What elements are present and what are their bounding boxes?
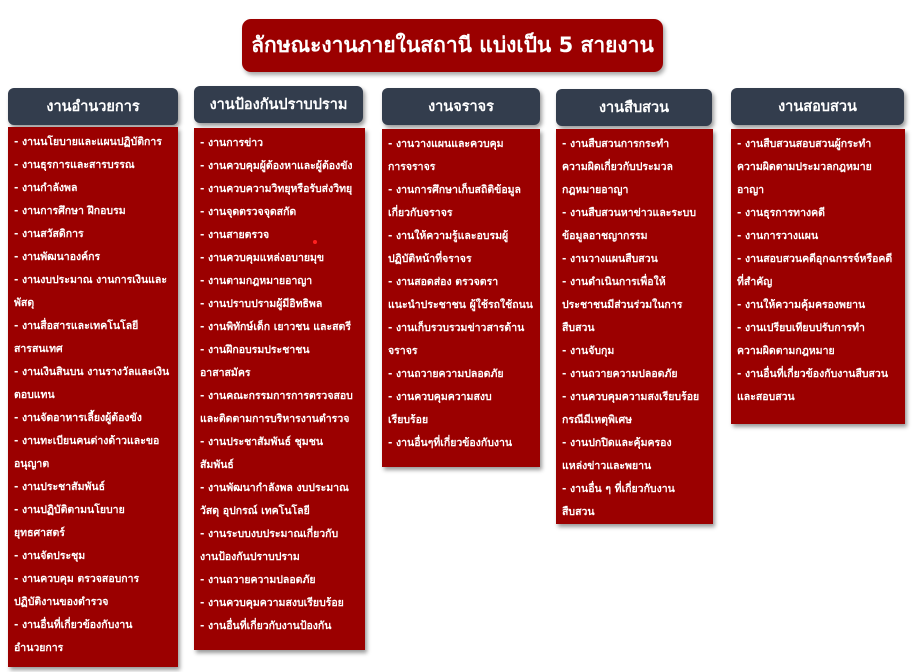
task-line: - งานปฏิบัติตามนโยบาย bbox=[14, 504, 125, 516]
task-line: - งานสืบสวนการกระทำ bbox=[562, 138, 670, 150]
task-line: - งานสวัสดิการ bbox=[14, 228, 84, 240]
task-line: - งานควบคุมแหล่งอบายมุข bbox=[200, 252, 325, 264]
task-lines bbox=[737, 133, 902, 409]
task-line: ความผิดตามกฎหมาย bbox=[737, 345, 835, 357]
task-line: - งานตามกฎหมายอาญา bbox=[200, 275, 313, 287]
task-line: - งานกำลังพล bbox=[14, 182, 78, 194]
task-line: - งานสืบสวนหาข่าวและระบบ bbox=[562, 207, 697, 219]
task-line: และติดตามการบริหารงานตำรวจ bbox=[200, 413, 350, 425]
task-line: เกี่ยวกับจราจร bbox=[388, 207, 453, 219]
task-line: และสอบสวน bbox=[737, 391, 795, 403]
task-line: - งานควบคุมความสงบ bbox=[388, 391, 492, 403]
task-line: สืบสวน bbox=[562, 506, 595, 518]
column-task-list bbox=[556, 129, 713, 524]
task-line: ความผิดตามประมวลกฎหมาย bbox=[737, 161, 872, 173]
task-line: - งานสอบสวนคดีอุกฉกรรจ์หรือคดี bbox=[737, 253, 893, 265]
task-line: - งานปราบปรามผู้มีอิทธิพล bbox=[200, 298, 323, 310]
task-line: แนะนำประชาชน ผู้ใช้รถใช้ถนน bbox=[388, 299, 533, 311]
task-line: - งานฝึกอบรมประชาชน bbox=[200, 344, 310, 356]
task-line: ตอบแทน bbox=[14, 389, 55, 401]
task-line: - งานเก็บรวบรวมข่าวสารด้าน bbox=[388, 322, 525, 334]
task-line: ประชาชนมีส่วนร่วมในการ bbox=[562, 299, 683, 311]
task-line: ปฏิบัติหน้าที่จราจร bbox=[388, 253, 472, 265]
column-heading: งานจราจร bbox=[382, 88, 540, 125]
task-line: - งานสื่อสารและเทคโนโลยี bbox=[14, 320, 139, 332]
task-line: ที่สำคัญ bbox=[737, 276, 773, 288]
task-line: การจราจร bbox=[388, 161, 436, 173]
task-line: สืบสวน bbox=[562, 322, 595, 334]
task-line: - งานวางแผนสืบสวน bbox=[562, 253, 658, 265]
task-line: - งานควบความวิทยุหรือรับส่งวิทยุ bbox=[200, 183, 353, 195]
task-line: - งานอื่นที่เกี่ยวข้องกับงานสืบสวน bbox=[737, 368, 889, 380]
task-line: - งานคณะกรรมการการตรวจสอบ bbox=[200, 390, 353, 402]
task-line: - งานพัฒนากำลังพล งบประมาณ bbox=[200, 482, 349, 494]
task-line: งานป้องกันปราบปราม bbox=[200, 551, 300, 563]
task-line: - งานควบคุม ตรวจสอบการ bbox=[14, 573, 140, 585]
task-line: - งานธุรการทางคดี bbox=[737, 207, 825, 219]
task-line: - งานการวางแผน bbox=[737, 230, 819, 242]
task-line: - งานเปรียบเทียบปรับการทำ bbox=[737, 322, 865, 334]
task-line: พัสดุ bbox=[14, 297, 35, 309]
task-lines bbox=[388, 133, 537, 455]
task-line: - งานวางแผนและควบคุม bbox=[388, 138, 504, 150]
column-task-list bbox=[194, 128, 365, 650]
task-line: - งานการศึกษาเก็บสถิติข้อมูล bbox=[388, 184, 521, 196]
task-line: - งานงบประมาณ งานการเงินและ bbox=[14, 274, 167, 286]
column-task-list bbox=[731, 129, 905, 424]
task-lines bbox=[562, 133, 710, 524]
task-line: - งานปกปิดและคุ้มครอง bbox=[562, 437, 672, 449]
task-line: อาญา bbox=[737, 184, 765, 196]
task-line: - งานจุดตรวจจุดสกัด bbox=[200, 206, 297, 218]
task-line: - งานสอดส่อง ตรวจตรา bbox=[388, 276, 499, 288]
task-lines bbox=[200, 132, 362, 638]
red-dot-mark bbox=[313, 240, 317, 244]
task-lines bbox=[14, 131, 175, 660]
task-line: - งานประชาสัมพันธ์ ชุมชน bbox=[200, 436, 324, 448]
task-line: - งานควบคุมความสงเรียบร้อย bbox=[562, 391, 700, 403]
task-line: ปฏิบัติงานของตำรวจ bbox=[14, 596, 109, 608]
task-line: กฎหมายอาญา bbox=[562, 184, 629, 196]
task-line: - งานประชาสัมพันธ์ bbox=[14, 481, 106, 493]
column-task-list bbox=[8, 127, 178, 667]
task-line: - งานควบคุมความสงบเรียบร้อย bbox=[200, 597, 344, 609]
task-line: - งานการศึกษา ฝึกอบรม bbox=[14, 205, 126, 217]
task-line: - งานพิทักษ์เด็ก เยาวชน และสตรี bbox=[200, 321, 351, 333]
diagram-title: ลักษณะงานภายในสถานี แบ่งเป็น 5 สายงาน bbox=[242, 19, 663, 72]
task-line: ข้อมูลอาชญากรรม bbox=[562, 230, 648, 242]
task-line: - งานจับกุม bbox=[562, 345, 615, 357]
task-line: อนุญาต bbox=[14, 458, 50, 470]
task-line: แหล่งข่าวและพยาน bbox=[562, 460, 652, 472]
task-line: - งานอื่นที่เกี่ยวข้องกับงาน bbox=[14, 619, 133, 631]
column-heading: งานสอบสวน bbox=[731, 88, 904, 125]
task-line: - งานอื่นที่เกี่ยวกับงานป้องกัน bbox=[200, 620, 332, 632]
task-line: - งานอื่นๆที่เกี่ยวข้องกับงาน bbox=[388, 437, 513, 449]
column-task-list bbox=[382, 129, 540, 467]
task-line: - งานทะเบียนคนต่างด้าวและขอ bbox=[14, 435, 160, 447]
task-line: ยุทธศาสตร์ bbox=[14, 527, 65, 539]
task-line: - งานการข่าว bbox=[200, 137, 264, 149]
column-heading: งานป้องกันปราบปราม bbox=[194, 86, 363, 123]
task-line: สารสนเทศ bbox=[14, 343, 63, 355]
task-line: วัสดุ อุปกรณ์ เทคโนโลยี bbox=[200, 505, 310, 517]
task-line: - งานธุรการและสารบรรณ bbox=[14, 159, 135, 171]
task-line: - งานถวายความปลอดภัย bbox=[388, 368, 504, 380]
task-line: จราจร bbox=[388, 345, 418, 357]
task-line: - งานดำเนินการเพื่อให้ bbox=[562, 276, 666, 288]
task-line: - งานเงินสินบน งานรางวัลและเงิน bbox=[14, 366, 170, 378]
task-line: - งานจัดอาหารเลี้ยงผู้ต้องขัง bbox=[14, 412, 142, 424]
task-line: อาสาสมัคร bbox=[200, 367, 251, 379]
task-line: ความผิดเกี่ยวกับประมวล bbox=[562, 161, 673, 173]
task-line: - งานนโยบายและแผนปฏิบัติการ bbox=[14, 136, 162, 148]
task-line: - งานระบบงบประมาณเกี่ยวกับ bbox=[200, 528, 339, 540]
task-line: อำนวยการ bbox=[14, 642, 64, 654]
task-line: กรณีมีเหตุพิเศษ bbox=[562, 414, 633, 426]
task-line: - งานให้ความคุ้มครองพยาน bbox=[737, 299, 866, 311]
task-line: สัมพันธ์ bbox=[200, 459, 234, 471]
column-heading: งานอำนวยการ bbox=[8, 88, 178, 125]
task-line: - งานสายตรวจ bbox=[200, 229, 270, 241]
task-line: เรียบร้อย bbox=[388, 414, 429, 426]
task-line: - งานให้ความรู้และอบรมผู้ bbox=[388, 230, 509, 242]
task-line: - งานถวายความปลอดภัย bbox=[562, 368, 678, 380]
task-line: - งานจัดประชุม bbox=[14, 550, 86, 562]
task-line: - งานอื่น ๆ ที่เกี่ยวกับงาน bbox=[562, 483, 675, 495]
task-line: - งานสืบสวนสอบสวนผู้กระทำ bbox=[737, 138, 872, 150]
task-line: - งานพัฒนาองค์กร bbox=[14, 251, 101, 263]
column-heading: งานสืบสวน bbox=[556, 89, 712, 126]
task-line: - งานควบคุมผู้ต้องหาและผู้ต้องขัง bbox=[200, 160, 353, 172]
task-line: - งานถวายความปลอดภัย bbox=[200, 574, 316, 586]
